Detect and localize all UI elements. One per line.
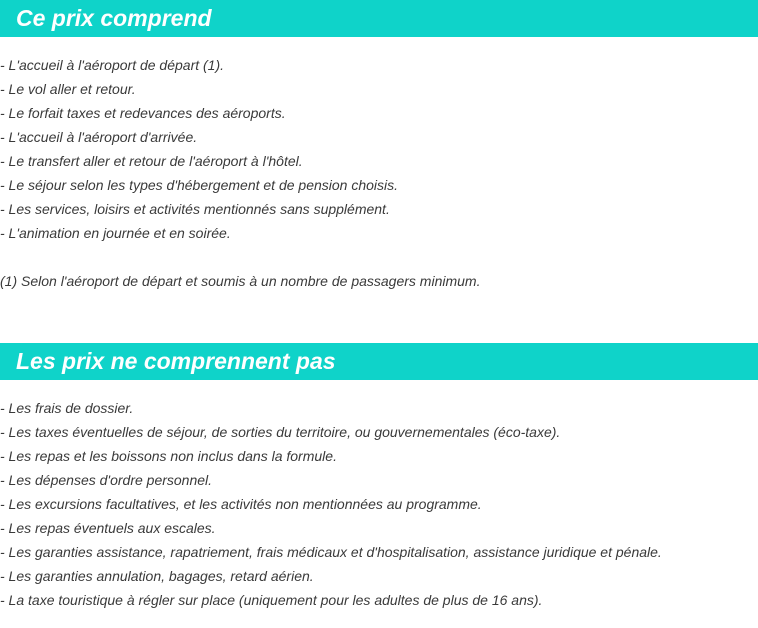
list-item: - Le séjour selon les types d'hébergement et de pension choisis. <box>0 177 399 193</box>
excluded-section-title: Les prix ne comprennent pas <box>0 343 758 380</box>
included-list <box>0 53 398 245</box>
list-item: - Le forfait taxes et redevances des aéroports. <box>0 105 286 121</box>
list-item: - Les garanties annulation, bagages, retard aérien. <box>0 568 314 584</box>
list-item: - La taxe touristique à régler sur place (uniquement pour les adultes de plus de 16 ans). <box>0 592 543 608</box>
list-item: - Les garanties assistance, rapatriement, frais médicaux et d'hospitalisation, assistance juridique et pénale. <box>0 544 662 560</box>
included-footnote: (1) Selon l'aéroport de départ et soumis à un nombre de passagers minimum. <box>0 273 481 289</box>
list-item: - L'accueil à l'aéroport d'arrivée. <box>0 129 198 145</box>
excluded-list <box>0 396 662 612</box>
list-item: - Le vol aller et retour. <box>0 81 136 97</box>
list-item: - Les repas éventuels aux escales. <box>0 520 216 536</box>
list-item: - Les dépenses d'ordre personnel. <box>0 472 213 488</box>
list-item: - Les excursions facultatives, et les activités non mentionnées au programme. <box>0 496 482 512</box>
list-item: - L'animation en journée et en soirée. <box>0 225 231 241</box>
list-item: - L'accueil à l'aéroport de départ (1). <box>0 57 225 73</box>
list-item: - Les repas et les boissons non inclus dans la formule. <box>0 448 337 464</box>
included-section-title: Ce prix comprend <box>0 0 758 37</box>
list-item: - Les frais de dossier. <box>0 400 134 416</box>
list-item: - Le transfert aller et retour de l'aéroport à l'hôtel. <box>0 153 303 169</box>
list-item: - Les taxes éventuelles de séjour, de sorties du territoire, ou gouvernementales (éco-taxe). <box>0 424 561 440</box>
list-item: - Les services, loisirs et activités mentionnés sans supplément. <box>0 201 390 217</box>
